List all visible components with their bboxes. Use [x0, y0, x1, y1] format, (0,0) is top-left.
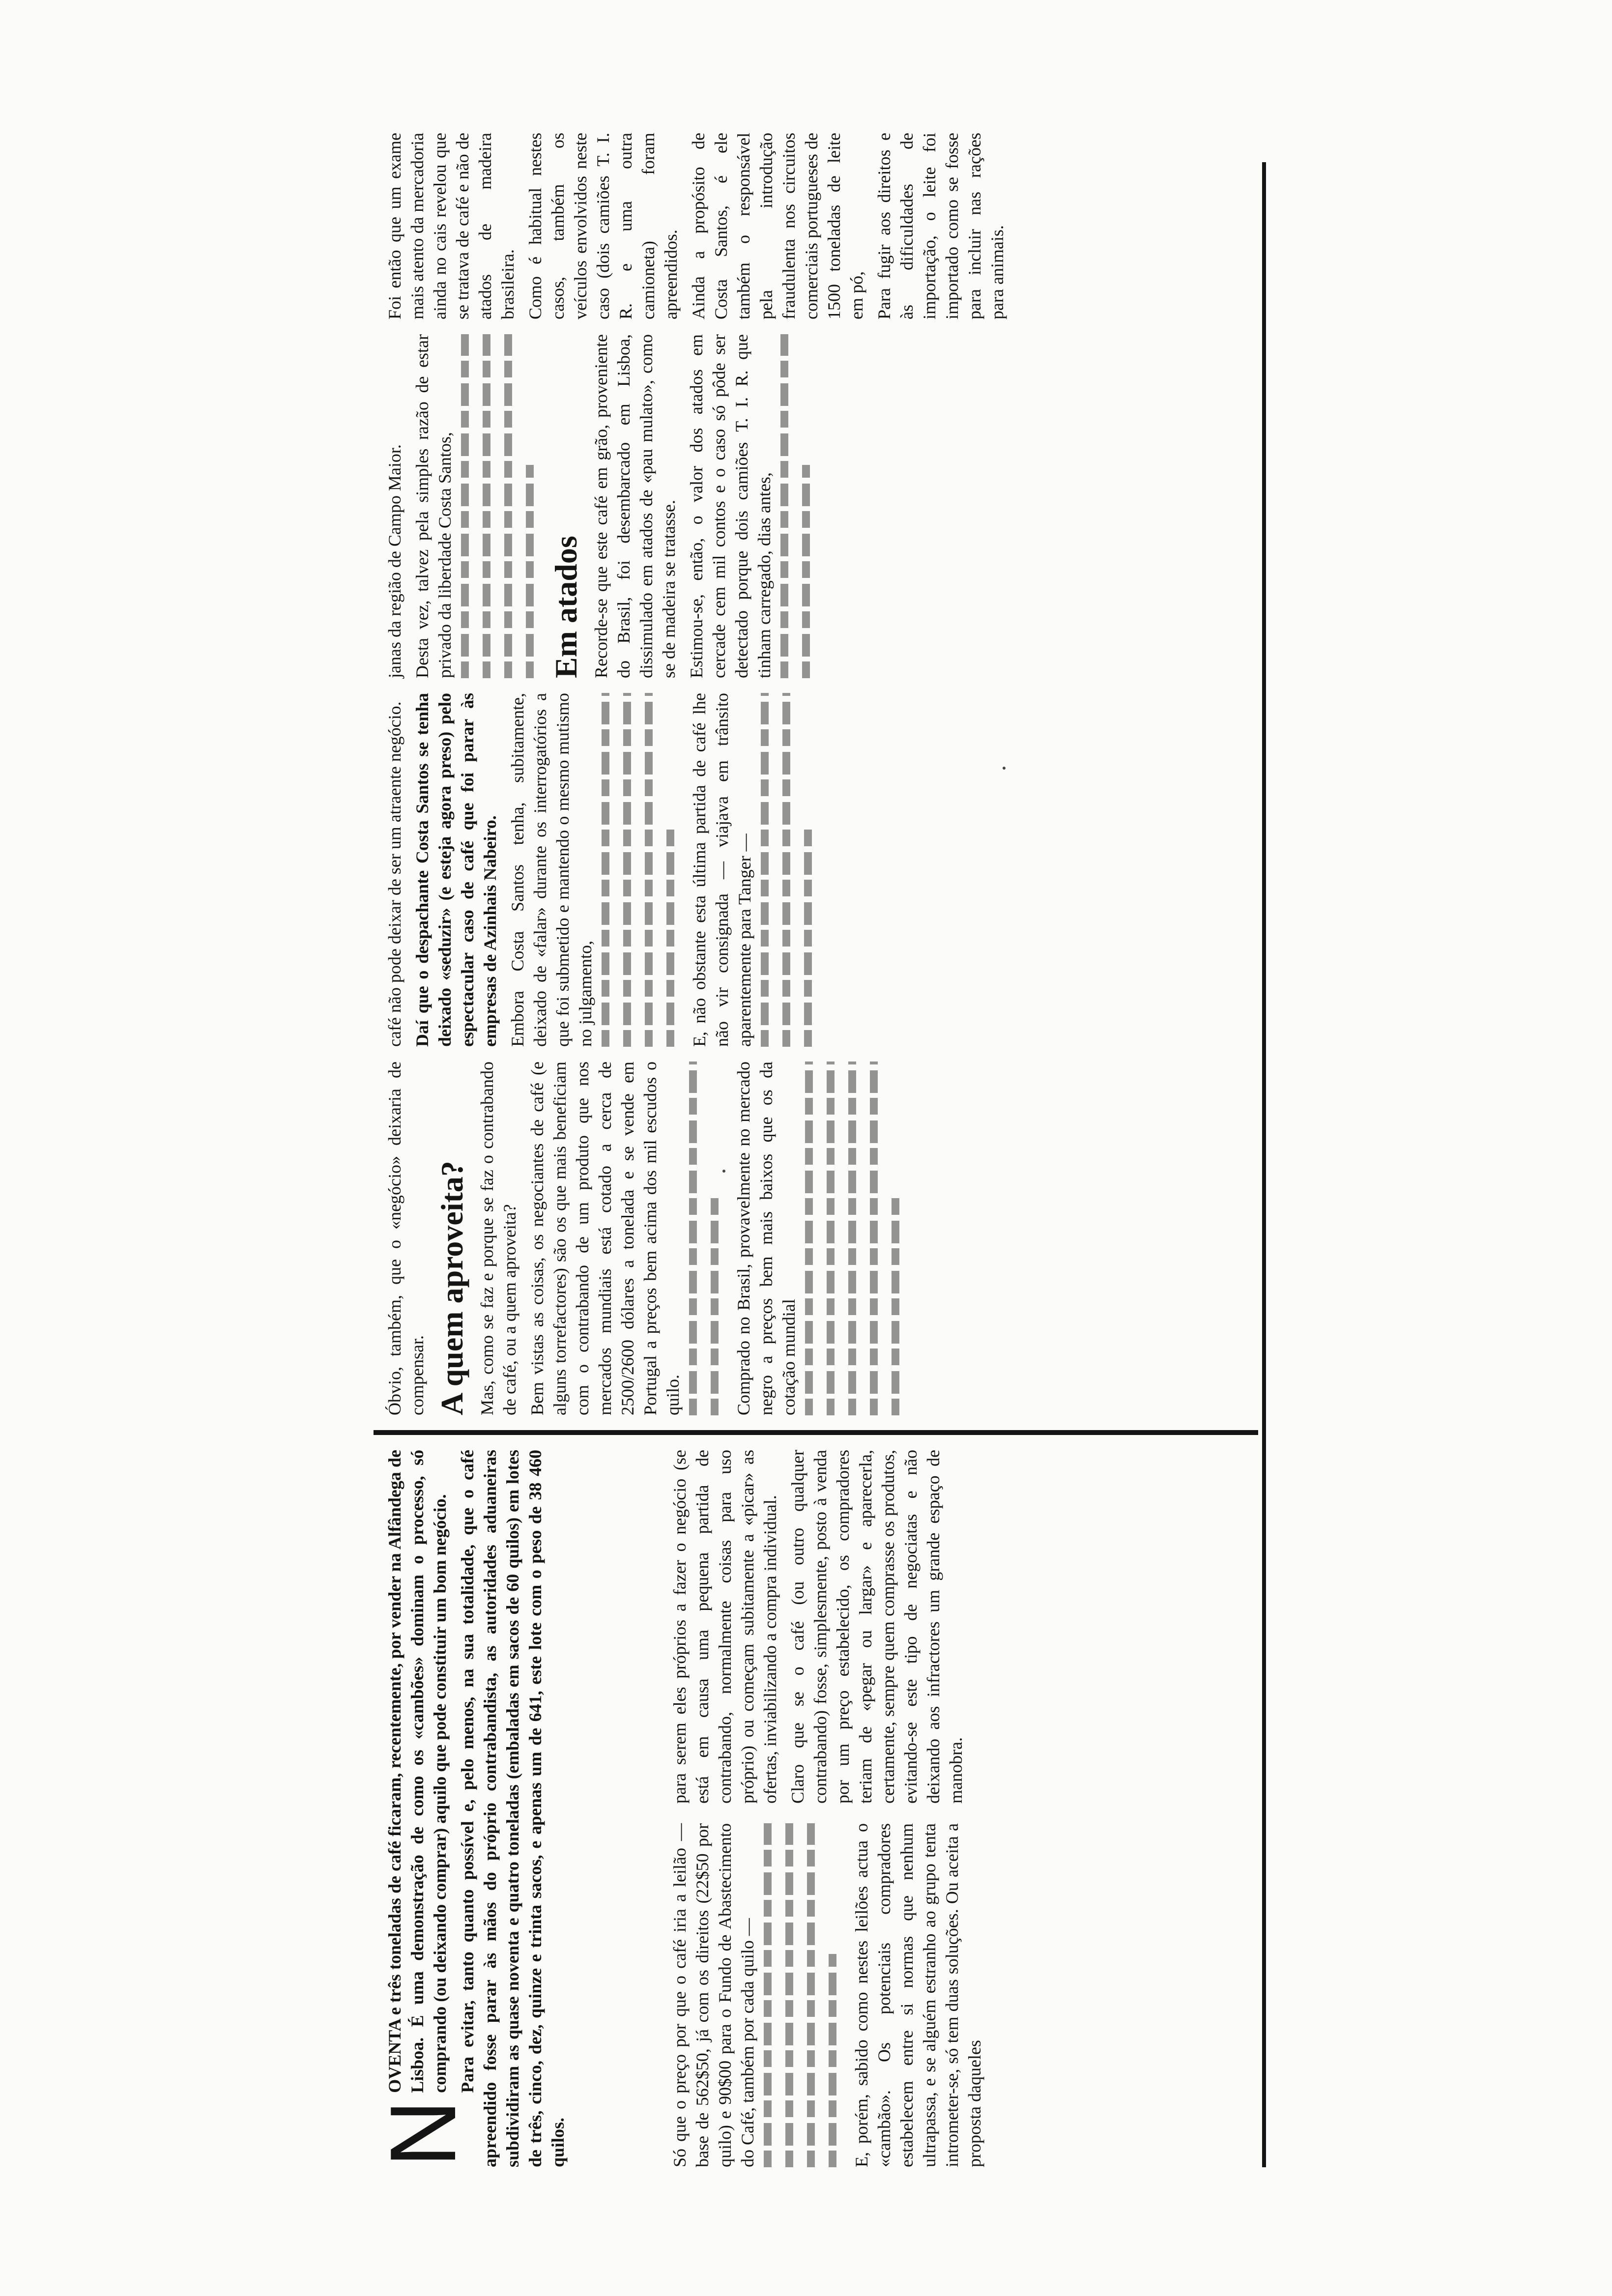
column-1: [668, 1823, 1248, 2167]
illegible-text-line: [666, 828, 674, 1047]
article: [371, 123, 1278, 2187]
col4-paragraph-1: café não pode deixar de ser um atraente negócio.: [385, 701, 404, 1047]
illegible-text-line: [711, 1196, 719, 1415]
intro-lead-paragraph: OVENTA e três toneladas de café ficaram, recentemente, por vender na Alfândega de Lisboa. É uma demonstração de como os «cambões» dominam o processo, só comprando (ou deixando comprar) aquilo que pode constituir um bom negócio.: [385, 1450, 450, 2093]
col5-paragraph-1: janas da região de Campo Maior.: [385, 444, 404, 678]
col5-paragraph-3: Recorde-se que este café em grão, proveniente do Brasil, foi desembarcado em Lisboa, dissimulado em atados de «pau mulato», como se de madeira se tratasse.: [591, 334, 679, 678]
col3-paragraph-4: Comprado no Brasil, provavelmente no mercado negro a preços bem mais baixos que os da cotação mundial: [734, 1062, 799, 1415]
illegible-text-line: [689, 1062, 697, 1415]
illegible-text-line: [780, 334, 788, 678]
illegible-text-line: [761, 693, 769, 1047]
col5-paragraph-4: Estimou-se, então, o valor dos atados em cercade cem mil contos e o caso só pôde ser detectado porque dois camiões T. I. R. que tinham carregado, dias antes,: [687, 334, 774, 678]
illegible-text-line: [848, 1062, 856, 1415]
column-3: [383, 1062, 1253, 1415]
illegible-text-line: [785, 1823, 793, 2167]
illegible-text-line: [483, 334, 490, 678]
col5-paragraph-2: Desta vez, talvez pela simples razão de estar privado da liberdade Costa Santos,: [412, 334, 455, 678]
col1-paragraph-1: Só que o preço por que o café iria a leilão — base de 562$50, já com os direitos (22$50 por quilo) e 90$00 para o Fundo de Abastecimento do Café, também por cada quilo —: [670, 1823, 757, 2167]
newspaper-clipping: [371, 123, 1278, 2187]
col4-paragraph-3: Embora Costa Santos tenha, subitamente, deixado de «falar» durante os interrogatórios a que foi submetido e mantendo o mesmo mutismo no julgamento,: [508, 693, 595, 1047]
bottom-rule: [1262, 162, 1266, 2167]
col6-paragraph-4: Para fugir aos direitos e às dificuldades de importação, o leite foi importado como se fosse para incluir nas rações para animais.: [874, 133, 1007, 319]
col3-paragraph-3: Bem vistas as coisas, os negociantes de café (e alguns torrefactores) são os que mais beneficiam com o contrabando de um produto que nos mercados mundiais está cotado a cerca de 2500/2600 dólares a tonelada e se vende em Portugal a preços bem acima dos mil escudos o quilo.: [527, 1062, 683, 1415]
column-6: [383, 133, 1253, 319]
scan-speck: [722, 1170, 725, 1173]
scan-speck: [1003, 767, 1006, 770]
illegible-text-line: [802, 465, 810, 678]
illegible-text-line: [764, 1823, 772, 2167]
illegible-text-line: [892, 1196, 899, 1415]
intro-paragraph: Para evitar, tanto quanto possível e, pelo menos, na sua totalidade, que o café apreendido fosse parar às mãos do próprio contrabandista, as autoridades aduaneiras subdividiram as quase noventa e quatro toneladas (embaladas em sacos de 60 quilos) em lotes de três, cinco, dez, quinze e trinta sacos, e apenas um de 641, este lote com o peso de 38 460 quilos.: [458, 1450, 568, 2167]
col3-paragraph-1: Óbvio, também, que o «negócio» deixaria de compensar.: [385, 1062, 427, 1415]
subheading-a-quem-aproveita: A quem aproveita?: [434, 1161, 469, 1415]
col2-paragraph-1: para serem eles próprios a fazer o negócio (se está em causa uma pequena partida de contrabando, normalmente coisas para uso próprio) ou começam subitamente a «picar» as ofertas, inviabilizando a compra individual.: [670, 1450, 780, 1804]
illegible-text-line: [526, 465, 534, 678]
col6-paragraph-3: Ainda a propósito de Costa Santos, é ele também o responsável pela introdução fraudulenta nos circuitos comerciais portugueses de 1500 toneladas de leite em pó,: [689, 133, 866, 319]
col1-paragraph-2: E, porém, sabido como nestes leilões actua o «cambão». Os potenciais compradores estabelecem entre si normas que nenhum ultrapassa, e se alguém estranho ao grupo tenta intrometer-se, só tem duas soluções. Ou aceita a proposta daqueles: [852, 1823, 984, 2167]
illegible-text-line: [782, 693, 790, 1047]
column-5: [383, 334, 1253, 678]
illegible-text-line: [870, 1062, 878, 1415]
illegible-text-line: [461, 334, 469, 678]
illegible-text-line: [827, 1062, 835, 1415]
col3-paragraph-2: Mas, como se faz e porque se faz o contrabando de café, ou a quem aproveita?: [477, 1062, 519, 1415]
illegible-text-line: [623, 693, 631, 1047]
illegible-text-line: [645, 693, 653, 1047]
column-2: [668, 1450, 1248, 1804]
illegible-text-line: [602, 693, 609, 1047]
illegible-text-line: [804, 828, 812, 1047]
col4-paragraph-4: E, não obstante esta última partida de café lhe não vir consignada — viajava em trânsito aparentemente para Tanger —: [690, 693, 754, 1047]
col2-paragraph-2: Claro que se o café (ou outro qualquer contrabando) fosse, simplesmente, posto à venda por um preço estabelecido, os compradores teriam de «pegar ou largar» e aparecerla, certamente, sempre quem comprasse os produtos, evitando-se este tipo de negociatas e não deixando aos infractores um grande espaço de manobra.: [788, 1450, 966, 1804]
col6-paragraph-1: Foi então que um exame mais atento da mercadoria ainda no cais revelou que se tratava de café e não de atados de madeira brasileira.: [385, 133, 518, 319]
intro-block: [371, 1450, 659, 2167]
column-4: [383, 693, 1253, 1047]
dropcap-letter: N: [371, 2099, 475, 2167]
subheading-em-atados: Em atados: [548, 536, 583, 678]
col4-paragraph-2: Daí que o despachante Costa Santos se tenha deixado «seduzir» (e esteja agora preso) pelo espectacular caso de café que foi parar às empresas de Azinhais Nabeiro.: [412, 693, 500, 1047]
illegible-text-line: [504, 334, 512, 678]
col6-paragraph-2: Como é habitual nestes casos, também os veículos envolvidos neste caso (dois camiões T. I. R. e uma outra camioneta) foram apreendidos.: [525, 133, 681, 319]
illegible-text-line: [805, 1062, 813, 1415]
illegible-text-line: [807, 1823, 815, 2167]
illegible-text-line: [829, 1954, 836, 2167]
section-divider-rule: [374, 1430, 1258, 1435]
